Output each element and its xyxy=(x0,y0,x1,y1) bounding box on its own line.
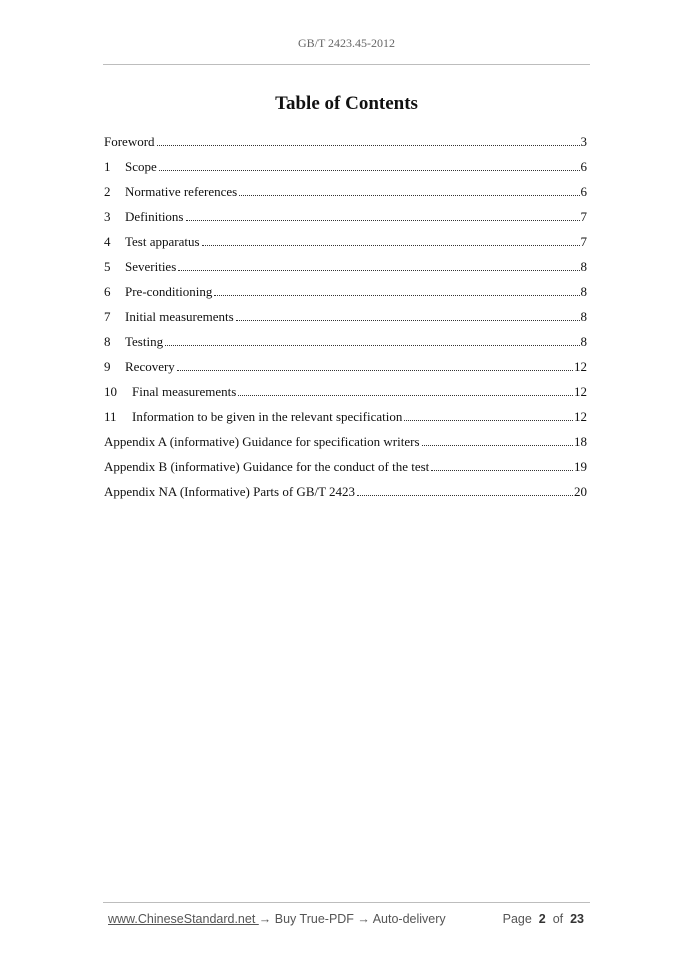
toc-entry-number: 5 xyxy=(104,258,111,274)
toc-dot-leader xyxy=(214,295,579,296)
page-title: Table of Contents xyxy=(275,93,418,114)
toc-entry-page: 7 xyxy=(580,208,587,224)
toc-entry[interactable] xyxy=(104,204,587,229)
toc-entry-label: Definitions xyxy=(125,208,184,224)
page-indicator xyxy=(503,912,584,926)
toc-dot-leader xyxy=(431,470,573,471)
toc-dot-leader xyxy=(159,170,580,171)
toc-entry-number: 9 xyxy=(104,358,111,374)
toc-entry-page: 8 xyxy=(580,258,587,274)
toc-entry[interactable] xyxy=(104,229,587,254)
toc-entry-number: 1 xyxy=(104,158,111,174)
running-header: GB/T 2423.45-2012 xyxy=(297,36,396,50)
promo-text: → Buy True-PDF → Auto-delivery xyxy=(258,912,446,926)
toc-entry-number: 7 xyxy=(104,308,111,324)
toc-entry[interactable] xyxy=(104,479,587,504)
toc-dot-leader xyxy=(177,370,573,371)
toc-dot-leader xyxy=(238,395,573,396)
toc-entry[interactable] xyxy=(104,254,587,279)
toc-entry[interactable] xyxy=(104,304,587,329)
toc-dot-leader xyxy=(236,320,580,321)
site-link[interactable]: www.ChineseStandard.net xyxy=(108,912,259,926)
toc-entry-label: Foreword xyxy=(104,133,155,149)
toc-dot-leader xyxy=(165,345,579,346)
toc-entry-label: Testing xyxy=(125,333,164,349)
toc-entry[interactable] xyxy=(104,154,587,179)
toc-entry-label: Information to be given in the relevant specification xyxy=(132,408,403,424)
toc-entry-page: 3 xyxy=(580,133,587,149)
toc-entry-number: 6 xyxy=(104,283,111,299)
toc-dot-leader xyxy=(178,270,579,271)
toc-dot-leader xyxy=(186,220,580,221)
toc-entry-number: 10 xyxy=(104,383,117,399)
toc-entry[interactable] xyxy=(104,429,587,454)
toc-dot-leader xyxy=(157,145,580,146)
toc-list xyxy=(104,129,587,504)
toc-entry-page: 6 xyxy=(580,183,587,199)
toc-dot-leader xyxy=(404,420,573,421)
toc-entry-page: 19 xyxy=(574,458,587,474)
toc-dot-leader xyxy=(357,495,573,496)
toc-entry-page: 8 xyxy=(580,283,587,299)
toc-entry-page: 18 xyxy=(574,433,587,449)
toc-entry-number: 2 xyxy=(104,183,111,199)
toc-entry-label: Severities xyxy=(125,258,177,274)
toc-dot-leader xyxy=(202,245,580,246)
toc-entry[interactable] xyxy=(104,379,587,404)
toc-entry-label: Recovery xyxy=(125,358,175,374)
page-current: 2 xyxy=(538,912,546,926)
toc-entry-page: 7 xyxy=(580,233,587,249)
footer-divider xyxy=(103,902,590,903)
toc-entry-label: Appendix B (informative) Guidance for the conduct of the test xyxy=(104,458,430,474)
toc-entry-number: 8 xyxy=(104,333,111,349)
header-divider xyxy=(103,64,590,65)
toc-entry-label: Test apparatus xyxy=(125,233,200,249)
page-of: of xyxy=(552,912,564,926)
toc-entry-label: Appendix NA (Informative) Parts of GB/T 2423 xyxy=(104,483,356,499)
toc-entry-page: 12 xyxy=(574,358,587,374)
toc-entry[interactable] xyxy=(104,454,587,479)
toc-entry-page: 6 xyxy=(580,158,587,174)
toc-entry[interactable] xyxy=(104,129,587,154)
toc-entry-page: 8 xyxy=(580,308,587,324)
toc-entry-label: Pre-conditioning xyxy=(125,283,213,299)
toc-dot-leader xyxy=(239,195,579,196)
toc-entry-label: Appendix A (informative) Guidance for specification writers xyxy=(104,433,420,449)
toc-entry-page: 12 xyxy=(574,408,587,424)
toc-entry-number: 4 xyxy=(104,233,111,249)
toc-entry-label: Final measurements xyxy=(132,383,237,399)
toc-dot-leader xyxy=(422,445,573,446)
footer-left xyxy=(108,912,446,926)
toc-entry-number: 11 xyxy=(104,408,117,424)
toc-entry[interactable] xyxy=(104,279,587,304)
toc-entry[interactable] xyxy=(104,404,587,429)
toc-entry-label: Scope xyxy=(125,158,157,174)
toc-entry-page: 20 xyxy=(574,483,587,499)
page-word: Page xyxy=(502,912,532,926)
toc-entry[interactable] xyxy=(104,179,587,204)
toc-entry-label: Initial measurements xyxy=(125,308,234,324)
toc-entry-number: 3 xyxy=(104,208,111,224)
toc-entry-label: Normative references xyxy=(125,183,238,199)
toc-entry-page: 8 xyxy=(580,333,587,349)
page-total: 23 xyxy=(570,912,584,926)
toc-entry-page: 12 xyxy=(574,383,587,399)
toc-entry[interactable] xyxy=(104,329,587,354)
toc-entry[interactable] xyxy=(104,354,587,379)
